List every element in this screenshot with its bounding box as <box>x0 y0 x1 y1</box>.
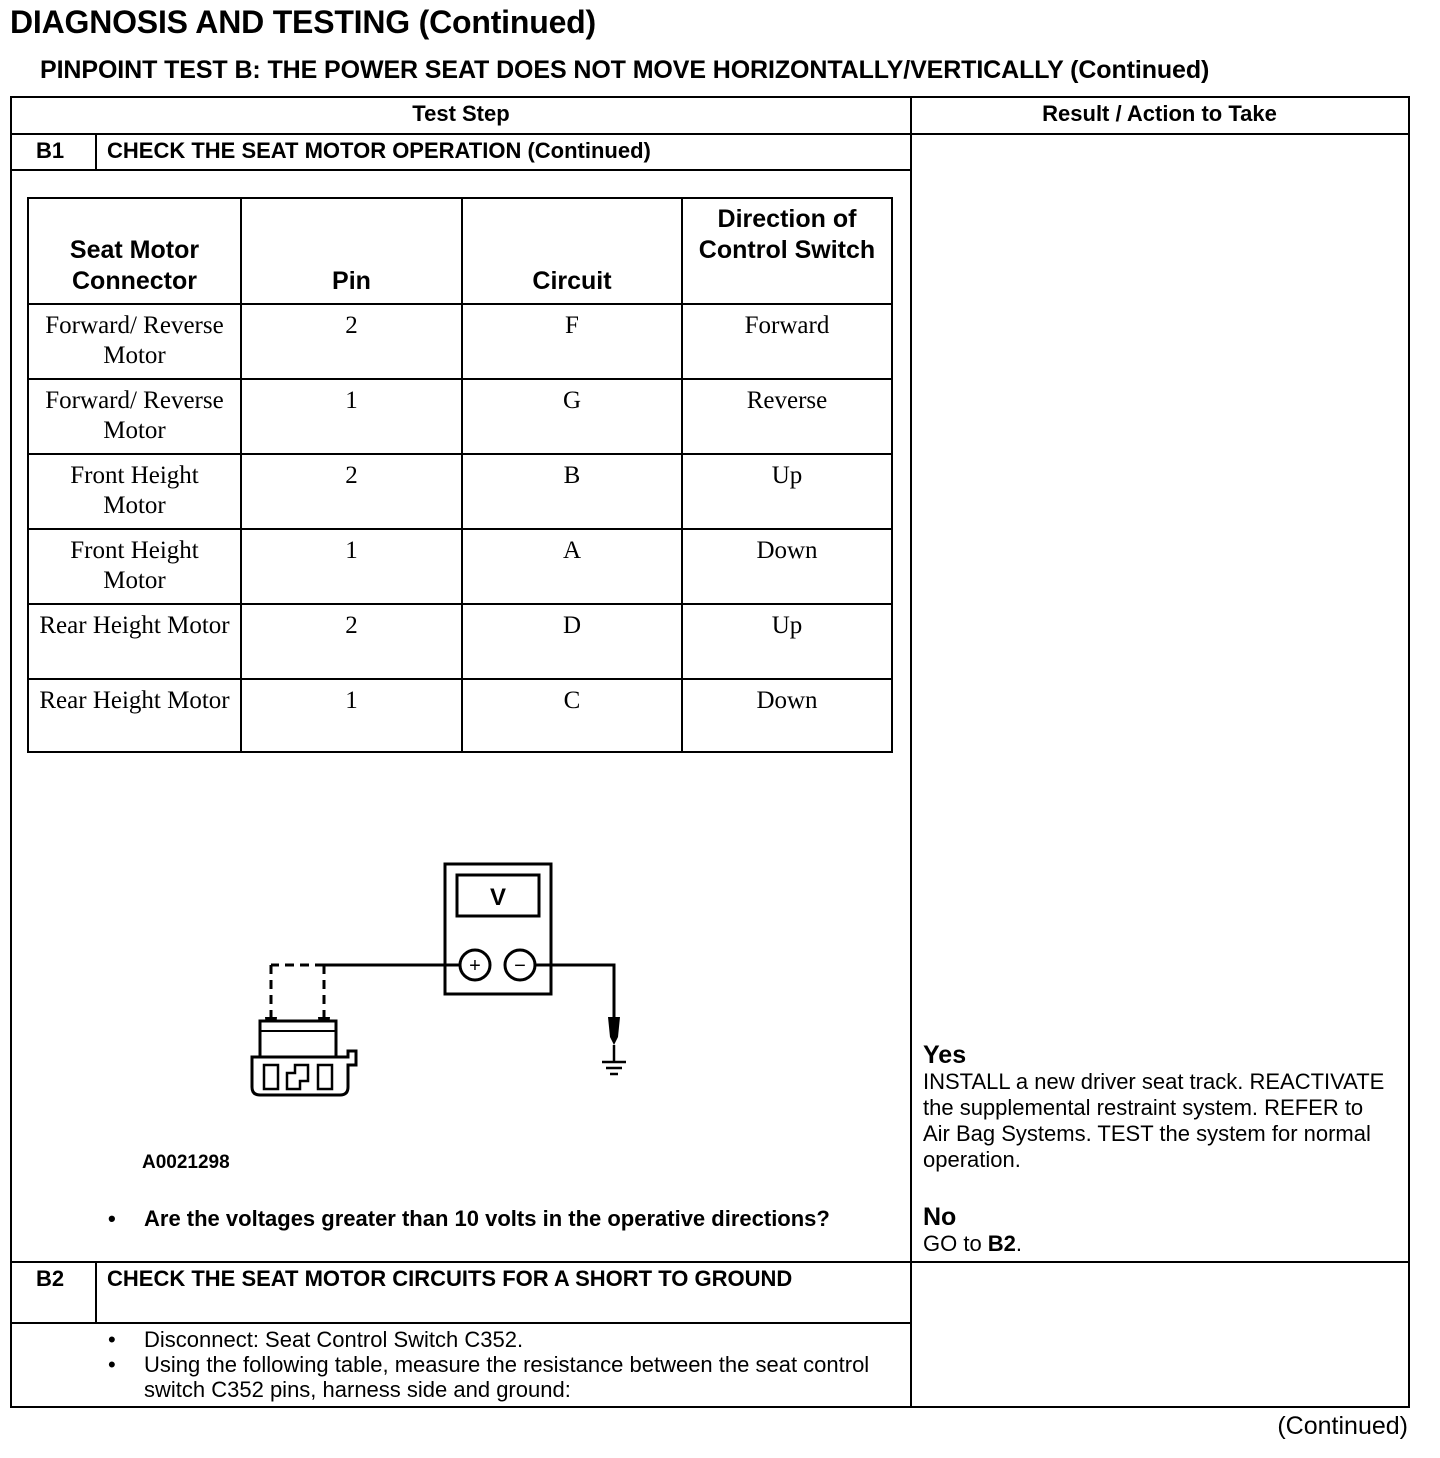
no-target-link[interactable]: B2 <box>987 1231 1016 1256</box>
b2-number-divider <box>95 1261 97 1322</box>
b1-b2-divider <box>12 1261 1408 1263</box>
row-divider-1 <box>29 378 891 380</box>
row5-connector: Rear Height Motor <box>39 612 230 639</box>
row4-connector: Front Height Motor <box>70 537 199 594</box>
row6-connector: Rear Height Motor <box>39 687 230 714</box>
row4-direction: Down <box>756 537 818 564</box>
pinpoint-test-title: PINPOINT TEST B: THE POWER SEAT DOES NOT MOVE HORIZONTALLY/VERTICALLY (Continued) <box>40 56 1210 84</box>
b1-question-text: Are the voltages greater than 10 volts in the operative directions? <box>144 1206 830 1231</box>
bullet-dot: • <box>108 1327 116 1352</box>
row3-pin: 2 <box>345 462 358 489</box>
result-yes <box>923 1042 1393 1173</box>
continued-footer: (Continued) <box>1277 1412 1408 1440</box>
column-divider <box>910 98 912 1406</box>
step-b2-number: B2 <box>36 1266 65 1291</box>
row6-pin: 1 <box>345 687 358 714</box>
row5-circuit: D <box>562 612 582 639</box>
voltmeter-label: V <box>489 884 507 911</box>
row6-direction: Down <box>756 687 818 714</box>
header-direction: Direction of Control Switch <box>698 205 876 264</box>
row3-direction: Up <box>771 462 803 489</box>
page-title: DIAGNOSIS AND TESTING (Continued) <box>10 4 596 40</box>
connector-pin-1 <box>264 1065 278 1089</box>
header-circuit: Circuit <box>532 267 612 295</box>
result-no <box>923 1204 1393 1257</box>
ground-probe-icon <box>608 1017 620 1045</box>
row2-pin: 1 <box>345 387 358 414</box>
b2-bullet-1-text: Disconnect: Seat Control Switch C352. <box>144 1327 524 1352</box>
row-divider-0 <box>29 303 891 305</box>
b1-number-divider <box>95 133 97 169</box>
row1-connector: Forward/ Reverse Motor <box>45 312 224 369</box>
no-label: No <box>923 1203 957 1231</box>
figure-id: A0021298 <box>142 1152 230 1173</box>
positive-terminal-label: + <box>469 955 481 977</box>
header-connector: Seat Motor Connector <box>69 236 200 295</box>
row4-circuit: A <box>562 537 582 564</box>
row-divider-3 <box>29 528 891 530</box>
bullet-dot: • <box>108 1206 116 1231</box>
row3-connector: Front Height Motor <box>70 462 199 519</box>
row2-connector: Forward/ Reverse Motor <box>45 387 224 444</box>
b2-bullet-1 <box>108 1327 884 1352</box>
row-divider-4 <box>29 603 891 605</box>
b2-bullet-2-text: Using the following table, measure the resistance between the seat control switch C352 pins, harness side and ground: <box>144 1352 870 1402</box>
connector-top-icon <box>260 1021 336 1057</box>
row3-circuit: B <box>563 462 581 489</box>
result-header: Result / Action to Take <box>1042 101 1277 126</box>
row-divider-2 <box>29 453 891 455</box>
row-divider-5 <box>29 678 891 680</box>
row4-pin: 1 <box>345 537 358 564</box>
header-pin: Pin <box>332 267 371 295</box>
row1-direction: Forward <box>744 312 830 339</box>
yes-label: Yes <box>923 1041 967 1069</box>
b2-title-divider <box>12 1322 910 1324</box>
row5-direction: Up <box>771 612 803 639</box>
test-step-header: Test Step <box>412 101 510 126</box>
connector-pin-3 <box>318 1065 332 1089</box>
header-divider <box>12 133 1408 135</box>
step-b1-number: B1 <box>36 138 65 163</box>
row5-pin: 2 <box>345 612 358 639</box>
no-prefix: GO to <box>923 1231 988 1256</box>
row2-direction: Reverse <box>746 387 828 414</box>
b1-question <box>108 1206 884 1231</box>
step-b1-title: CHECK THE SEAT MOTOR OPERATION (Continued) <box>107 138 651 163</box>
seat-motor-table <box>27 197 893 753</box>
row1-circuit: F <box>565 312 579 339</box>
step-b2-title: CHECK THE SEAT MOTOR CIRCUITS FOR A SHORT TO GROUND <box>107 1266 793 1291</box>
yes-text: INSTALL a new driver seat track. REACTIVATE the supplemental restraint system. REFER to Air Bag Systems. TEST the system for normal operation. <box>923 1069 1385 1172</box>
negative-terminal-label: − <box>514 955 526 977</box>
row1-pin: 2 <box>345 312 358 339</box>
voltmeter-diagram <box>240 855 640 1115</box>
row6-circuit: C <box>563 687 581 714</box>
b1-title-divider <box>12 169 910 171</box>
no-suffix: . <box>1015 1231 1023 1256</box>
row2-circuit: G <box>562 387 582 414</box>
b2-bullet-2 <box>108 1352 884 1402</box>
bullet-dot: • <box>108 1352 116 1377</box>
